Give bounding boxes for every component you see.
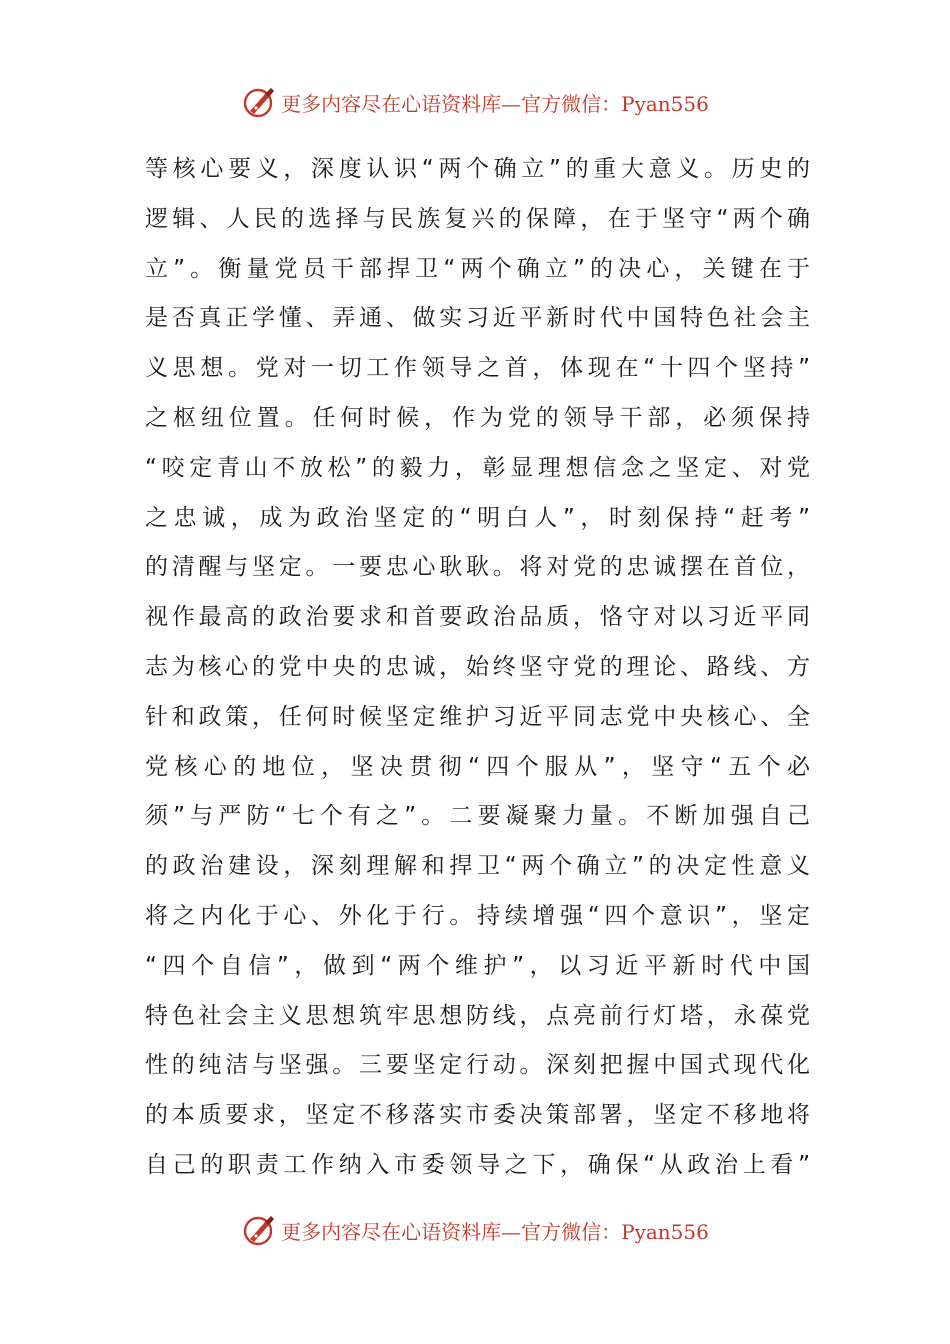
- text-line: 之枢纽位置。任何时候，作为党的领导干部，必须保持: [145, 404, 810, 431]
- text-line: “四个自信”，做到“两个维护”，以习近平新时代中国: [145, 952, 810, 979]
- text-line: 逻辑、人民的选择与民族复兴的保障，在于坚守“两个确: [145, 205, 810, 232]
- text-line: 特色社会主义思想筑牢思想防线，点亮前行灯塔，永葆党: [145, 1002, 810, 1029]
- text-line: 的本质要求，坚定不移落实市委决策部署，坚定不移地将: [145, 1102, 810, 1129]
- header-banner: [0, 82, 950, 122]
- text-line: 视作最高的政治要求和首要政治品质，恪守对以习近平同: [145, 604, 810, 631]
- text-line: 将之内化于心、外化于行。持续增强“四个意识”，坚定: [145, 902, 810, 929]
- footer-banner-text: 更多内容尽在心语资料库—官方微信：Pyan556: [281, 1219, 709, 1244]
- footer-banner: [0, 1210, 950, 1250]
- text-line: 立”。衡量党员干部捍卫“两个确立”的决心，关键在于: [145, 255, 810, 282]
- text-line: 等核心要义，深度认识“两个确立”的重大意义。历史的: [145, 156, 810, 182]
- body-text: [145, 145, 810, 1191]
- text-line: 之忠诚，成为政治坚定的“明白人”，时刻保持“赶考”: [145, 504, 810, 531]
- text-line: 须”与严防“七个有之”。二要凝聚力量。不断加强自己: [145, 803, 810, 830]
- header-banner-text: 更多内容尽在心语资料库—官方微信：Pyan556: [281, 91, 709, 116]
- text-line: 针和政策，任何时候坚定维护习近平同志党中央核心、全: [145, 703, 810, 730]
- text-line: 是否真正学懂、弄通、做实习近平新时代中国特色社会主: [145, 305, 810, 332]
- text-line: 党核心的地位，坚决贯彻“四个服从”，坚守“五个必: [145, 753, 810, 780]
- text-line: 性的纯洁与坚强。三要坚定行动。深刻把握中国式现代化: [145, 1052, 810, 1079]
- text-line: 义思想。党对一切工作领导之首，体现在“十四个坚持”: [145, 355, 810, 382]
- text-line: 的政治建设，深刻理解和捍卫“两个确立”的决定性意义: [145, 853, 810, 880]
- text-line: 自己的职责工作纳入市委领导之下，确保“从政治上看”: [145, 1151, 810, 1178]
- pen-nib-circle-icon: [241, 1212, 277, 1248]
- text-line: “咬定青山不放松”的毅力，彰显理想信念之坚定、对党: [145, 454, 810, 481]
- text-line: 的清醒与坚定。一要忠心耿耿。将对党的忠诚摆在首位，: [145, 554, 810, 581]
- pen-nib-circle-icon: [241, 84, 277, 120]
- text-line: 志为核心的党中央的忠诚，始终坚守党的理论、路线、方: [145, 653, 810, 680]
